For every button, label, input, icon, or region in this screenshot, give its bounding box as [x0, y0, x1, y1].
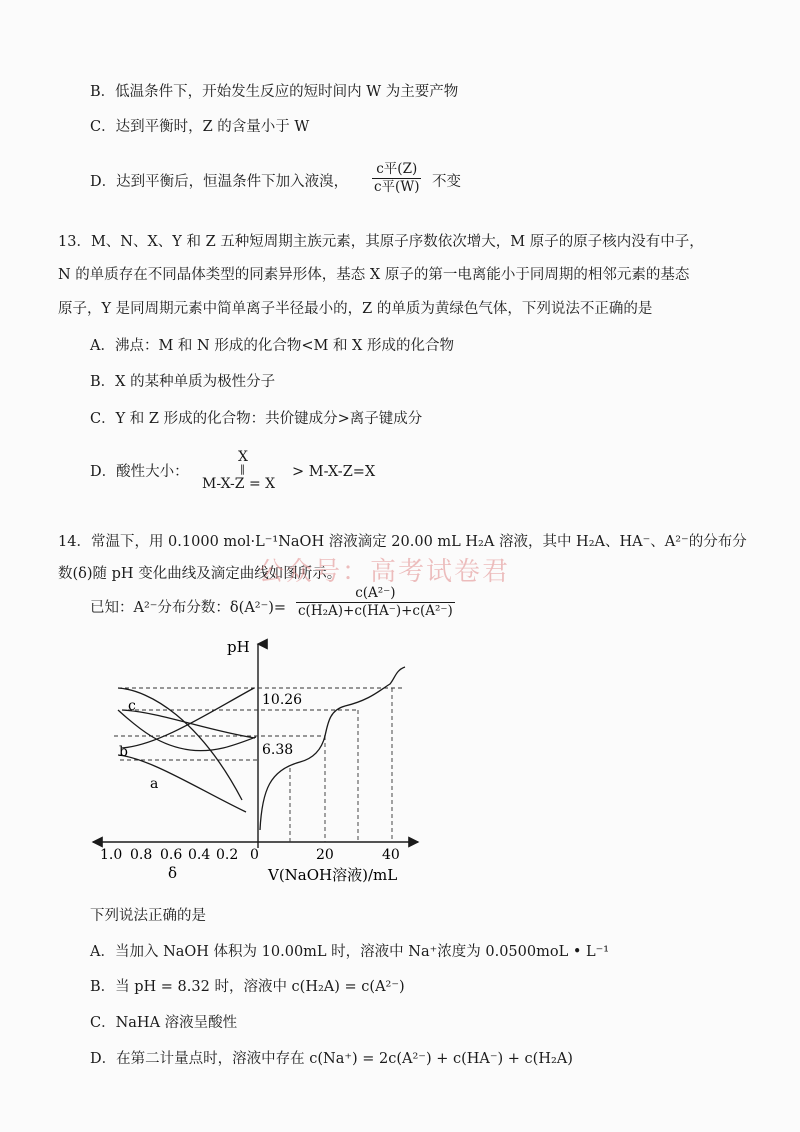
x-axis-label-right: V(NaOH溶液)/mL — [268, 866, 398, 884]
tick-label-right: 40 — [382, 847, 400, 863]
q14-option-c: C．NaHA 溶液呈酸性 — [90, 1015, 238, 1031]
q12-option-d-prefix: D．达到平衡后，恒温条件下加入液溴， — [90, 174, 349, 190]
q13-stem-line-3: 原子，Y 是同周期元素中简单离子半径最小的，Z 的单质为黄绿色气体，下列说法不正确的是 — [58, 301, 653, 317]
q14-known-prefix: 已知：A²⁻分布分数：δ(A²⁻)= — [90, 600, 287, 616]
watermark: 公众号：高考试卷君 — [258, 557, 511, 587]
q14-option-b: B．当 pH = 8.32 时，溶液中 c(H₂A) = c(A²⁻) — [90, 979, 405, 995]
q13-option-c: C．Y 和 Z 形成的化合物：共价键成分>离子键成分 — [90, 411, 423, 427]
q12-option-c: C．达到平衡时，Z 的含量小于 W — [90, 119, 310, 135]
fraction-numerator: c(A²⁻) — [296, 585, 455, 603]
q13-option-a: A．沸点：M 和 N 形成的化合物<M 和 X 形成的化合物 — [90, 338, 454, 354]
q13-option-b: B．X 的某种单质为极性分子 — [90, 374, 276, 390]
fraction-denominator: c平(W) — [374, 179, 420, 195]
tick-label-left: 0.2 — [216, 847, 239, 863]
q13-option-d-suffix: > M-X-Z=X — [292, 464, 376, 480]
q14-option-a: A．当加入 NaOH 体积为 10.00mL 时，溶液中 Na⁺浓度为 0.0500moL • L⁻¹ — [90, 944, 610, 960]
curve-label-b: b — [119, 744, 128, 760]
tick-label-left: 0.8 — [130, 847, 153, 863]
tick-label-origin: 0 — [250, 847, 259, 863]
tick-label-right: 20 — [316, 847, 334, 863]
structure-main-chain: M-X-Z = X — [202, 476, 276, 492]
q13-stem-line-2: N 的单质存在不同晶体类型的同素异形体，基态 X 原子的第一电离能小于同周期的相邻元素的基态 — [58, 267, 690, 283]
annotation-high-ph: 10.26 — [262, 692, 303, 708]
q13-stem-line-1: 13．M、N、X、Y 和 Z 五种短周期主族元素，其原子序数依次增大，M 原子的原子核内没有中子， — [58, 234, 704, 250]
q14-prompt: 下列说法正确的是 — [90, 908, 206, 924]
q14-option-d: D．在第二计量点时，溶液中存在 c(Na⁺) = 2c(A²⁻) + c(HA⁻) + c(H₂A) — [90, 1051, 573, 1067]
y-axis-label: pH — [227, 638, 250, 656]
q13-option-d-prefix: D．酸性大小： — [90, 464, 189, 480]
tick-label-left: 0.6 — [160, 847, 183, 863]
curve-label-c: c — [128, 698, 136, 714]
curve-label-a: a — [150, 776, 159, 792]
x-axis-label-left: δ — [168, 864, 178, 882]
q14-stem-line-2: 数(δ)随 pH 变化曲线及滴定曲线如图所示。 — [58, 566, 342, 582]
q12-option-d-suffix: 不变 — [432, 174, 461, 190]
q14-stem-line-1: 14．常温下，用 0.1000 mol·L⁻¹NaOH 溶液滴定 20.00 mL H₂A 溶液，其中 H₂A、HA⁻、A²⁻的分布分 — [58, 534, 747, 550]
fraction-denominator: c(H₂A)+c(HA⁻)+c(A²⁻) — [298, 603, 453, 619]
curve-c — [122, 688, 254, 748]
fraction-numerator: c平(Z) — [372, 161, 421, 179]
tick-label-left: 1.0 — [100, 847, 123, 863]
structure-top-atom: X — [238, 449, 248, 465]
tick-label-left: 0.4 — [188, 847, 211, 863]
curve-b-lower — [118, 755, 246, 812]
annotation-low-ph: 6.38 — [262, 742, 294, 758]
q12-option-b: B．低温条件下，开始发生反应的短时间内 W 为主要产物 — [90, 84, 459, 100]
structure-double-bond: ‖ — [240, 464, 245, 475]
